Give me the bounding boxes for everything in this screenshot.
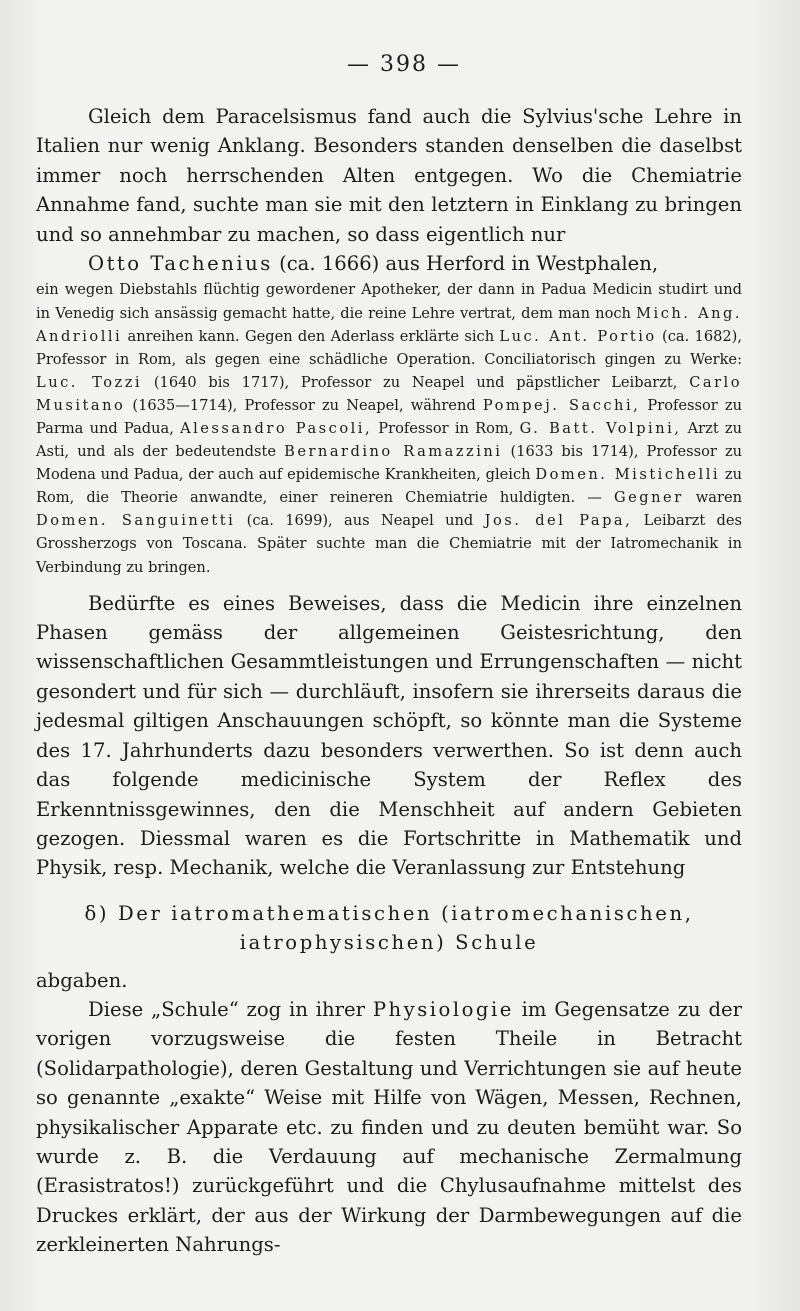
section-heading-line-2: iatrophysischen) Schule: [239, 931, 539, 955]
footnote-text: (1635—1714), Professor zu Neapel, während: [132, 396, 476, 414]
footnote-text: (1640 bis 1717), Professor zu Neapel und päpstlicher Leibarzt,: [153, 373, 678, 391]
footnote-text: ein wegen Diebstahls flüchtig gewordener Apotheker, der dann in Padua Medicin studirt und in Venedig sich ansässig gemacht hatte, die reine Lehre vertrat, dem man noch: [36, 281, 742, 322]
paragraph-schule: [36, 995, 742, 1260]
person-name: Luc. Tozzi: [36, 373, 143, 391]
footnote-text: (ca. 1699), aus Neapel und: [246, 512, 474, 530]
person-name: Bernardino Ramazzini: [284, 443, 503, 461]
paragraph-tachenius: [36, 249, 742, 278]
paragraph-text: im Gegensatze zu der vorigen vorzugsweise die festen Theile in Betracht (Solidarpathologie), deren Gestaltung und Verrichtungen sie auf heute so genannte „exakte“ Weise mit Hilfe von Wägen, Messen, Rechnen, physikalischer Apparate etc. zu finden und zu deuten bemüht war. So wurde z. B. die Verdauung auf mechanische Zermalmung (Erasistratos!) zurückgeführt und die Chylusaufnahme mittelst des Druckes erklärt, der aus der Wirkung der Darmbewegungen auf die zerkleinerten Nahrungs-: [36, 997, 742, 1257]
footnote-text: waren: [695, 489, 742, 507]
footnote-paragraph: [36, 278, 742, 578]
footnote-text: Professor in Rom,: [378, 420, 514, 437]
section-heading-line-1: δ) Der iatromathematischen (iatromechanischen,: [84, 901, 694, 925]
paragraph-text: Diese „Schule“ zog in ihrer: [88, 997, 365, 1021]
person-name: Luc. Ant. Portio: [499, 327, 657, 345]
footnote-text: Arzt zu Asti, und als der bedeutendste: [36, 420, 742, 461]
person-name: Otto Tachenius: [88, 252, 273, 276]
main-text-middle: [36, 589, 742, 883]
main-text-top: [36, 102, 742, 278]
footnote-text: Professor zu Parma und Padua,: [36, 396, 743, 437]
person-name: G. Batt. Volpini,: [519, 420, 682, 437]
footnote-text: zu Rom, die Theorie anwandte, einer reineren Chemiatrie huldigten. —: [36, 466, 742, 507]
emphasized-word: Physiologie: [372, 997, 514, 1021]
page-number: — 398 —: [347, 52, 461, 77]
paragraph-text: (ca. 1666) aus Herford in Westphalen,: [279, 252, 659, 276]
person-name: Domen. Mistichelli: [535, 466, 721, 484]
person-name: Jos. del Papa,: [484, 512, 633, 530]
person-name: Carlo Musitano: [36, 373, 742, 414]
person-name: Gegner: [614, 489, 684, 507]
footnote-text: anreihen kann. Gegen den Aderlass erklärte sich: [127, 327, 495, 345]
person-name: Domen. Sanguinetti: [36, 512, 236, 530]
section-heading: [36, 899, 742, 958]
footnote-text: (1633 bis 1714), Professor zu Modena und Padua, der auch auf epidemische Krankheiten, gleich: [36, 443, 743, 484]
paragraph-abgaben: abgaben.: [36, 968, 128, 992]
paragraph-medicin-phasen: Bedürfte es eines Beweises, dass die Medicin ihre einzelnen Phasen gemäss der allgemeinen Geistesrichtung, den wissenschaftlichen Gesammtleistungen und Errungenschaften — nicht gesondert und für sich — durchläuft, insofern sie ihrerseits daraus die jedesmal giltigen Anschauungen schöpft, so könnte man die Systeme des 17. Jahrhunderts dazu besonders verwerthen. So ist denn auch das folgende medicinische System der Reflex des Erkenntnissgewinnes, den die Menschheit auf andern Gebieten gezogen. Diessmal waren es die Fortschritte in Mathematik und Physik, resp. Mechanik, welche die Veranlassung zur Entstehung: [36, 591, 742, 880]
person-name: Pompej. Sacchi,: [482, 396, 641, 414]
footnote-text: (ca. 1682), Professor in Rom, als gegen eine schädliche Operation. Conciliatorisch gingen zu Werke:: [36, 327, 743, 368]
person-name: Alessandro Pascoli,: [180, 420, 373, 437]
footnote-block: [36, 278, 742, 578]
paragraph-paracelsismus: Gleich dem Paracelsismus fand auch die Sylvius'sche Lehre in Italien nur wenig Anklang. Besonders standen denselben die daselbst immer noch herrschenden Alten entgegen. Wo die Chemiatrie Annahme fand, suchte man sie mit den letztern in Einklang zu bringen und so annehmbar zu machen, so dass eigentlich nur: [36, 105, 742, 246]
person-name: Mich. Ang. Andriolli: [36, 304, 742, 345]
main-text-bottom: [36, 966, 742, 1260]
footnote-text: Leibarzt des Grossherzogs von Toscana. Später suchte man die Chemiatrie mit der Iatromechanik in Verbindung zu bringen.: [36, 512, 743, 576]
